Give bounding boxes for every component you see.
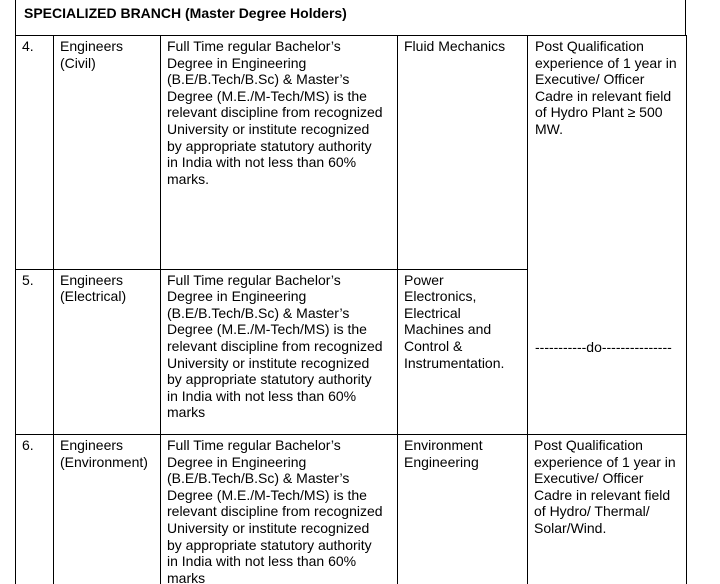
post-line: (Civil) (60, 54, 96, 71)
qualification-line: Degree in Engineering (167, 54, 307, 71)
specialization-line: Power (404, 271, 444, 288)
qualification-cell (161, 36, 398, 270)
post-line: Engineers (60, 38, 124, 54)
specialization-line: Engineering (404, 453, 479, 470)
specialization-line: Electronics, (404, 288, 477, 305)
serial-number: 5. (22, 271, 34, 288)
experience-line: Executive/ Officer (535, 71, 645, 88)
post-cell (54, 435, 161, 584)
qualification-line: Full Time regular Bachelor’s (167, 38, 341, 54)
qualification-line: in India with not less than 60% (167, 553, 357, 570)
post-line: (Environment) (60, 453, 148, 470)
specialization-line: Control & (404, 337, 463, 354)
specialization-line: Instrumentation. (404, 354, 505, 371)
qualification-line: marks. (167, 170, 209, 187)
specialization-line: Fluid Mechanics (404, 38, 506, 54)
experience-line: Cadre in relevant field (535, 87, 672, 104)
qualification-line: University or institute recognized (167, 120, 370, 137)
serial-number: 4. (22, 38, 34, 54)
qualification-line: Degree (M.E./M-Tech/MS) is the (167, 321, 367, 338)
table-row (16, 36, 687, 270)
qualification-line: relevant discipline from recognized (167, 104, 383, 121)
qualification-line: Degree in Engineering (167, 288, 307, 305)
qualification-line: by appropriate statutory authority (167, 536, 372, 553)
experience-text (535, 38, 677, 138)
experience-line: experience of 1 year in (534, 453, 676, 470)
table-row (16, 435, 687, 584)
experience-cell (528, 36, 687, 435)
specialization-cell (398, 435, 528, 584)
qualification-line: Degree in Engineering (167, 453, 307, 470)
qualification-line: by appropriate statutory authority (167, 137, 372, 154)
specialization-line: Machines and (404, 321, 492, 338)
experience-line: Cadre in relevant field (534, 486, 671, 503)
serial-cell (16, 36, 54, 270)
qualification-cell (161, 269, 398, 434)
experience-line: Executive/ Officer (534, 470, 644, 487)
experience-cell (528, 435, 687, 584)
post-cell (54, 269, 161, 434)
section-header-row (15, 0, 686, 36)
qualification-cell (161, 435, 398, 584)
qualification-line: Full Time regular Bachelor’s (167, 271, 341, 288)
experience-line: of Hydro/ Thermal/ (534, 503, 650, 520)
specialization-cell (398, 36, 528, 270)
experience-line: Post Qualification (535, 38, 644, 54)
experience-line: Solar/Wind. (534, 519, 607, 536)
experience-line: MW. (535, 120, 563, 137)
qualification-line: University or institute recognized (167, 519, 370, 536)
post-line: (Electrical) (60, 288, 127, 305)
qualification-line: Degree (M.E./M-Tech/MS) is the (167, 87, 367, 104)
qualification-line: (B.E/B.Tech/B.Sc) & Master’s (167, 470, 350, 487)
section-title: SPECIALIZED BRANCH (Master Degree Holders) (24, 5, 347, 21)
post-line: Engineers (60, 271, 124, 288)
qualification-line: relevant discipline from recognized (167, 503, 383, 520)
specialization-cell (398, 269, 528, 434)
serial-cell (16, 435, 54, 584)
qualification-line: (B.E/B.Tech/B.Sc) & Master’s (167, 71, 350, 88)
qualification-line: marks (167, 404, 206, 421)
qualification-line: by appropriate statutory authority (167, 371, 372, 388)
specialization-line: Electrical (404, 304, 461, 321)
qualification-line: (B.E/B.Tech/B.Sc) & Master’s (167, 304, 350, 321)
serial-cell (16, 269, 54, 434)
qualification-line: Full Time regular Bachelor’s (167, 437, 341, 453)
qualification-line: marks (167, 569, 206, 584)
experience-line: Post Qualification (534, 437, 643, 453)
serial-number: 6. (22, 437, 34, 453)
post-line: Engineers (60, 437, 124, 453)
post-cell (54, 36, 161, 270)
qualification-line: Degree (M.E./M-Tech/MS) is the (167, 486, 367, 503)
qualification-line: in India with not less than 60% (167, 387, 357, 404)
experience-line: of Hydro Plant ≥ 500 (535, 104, 663, 121)
experience-line: experience of 1 year in (535, 54, 677, 71)
qualification-line: University or institute recognized (167, 354, 370, 371)
specialization-line: Environment (404, 437, 483, 453)
qualification-line: in India with not less than 60% (167, 154, 357, 171)
eligibility-table (15, 35, 687, 584)
ditto-mark: -----------do--------------- (535, 339, 672, 355)
qualification-line: relevant discipline from recognized (167, 337, 383, 354)
